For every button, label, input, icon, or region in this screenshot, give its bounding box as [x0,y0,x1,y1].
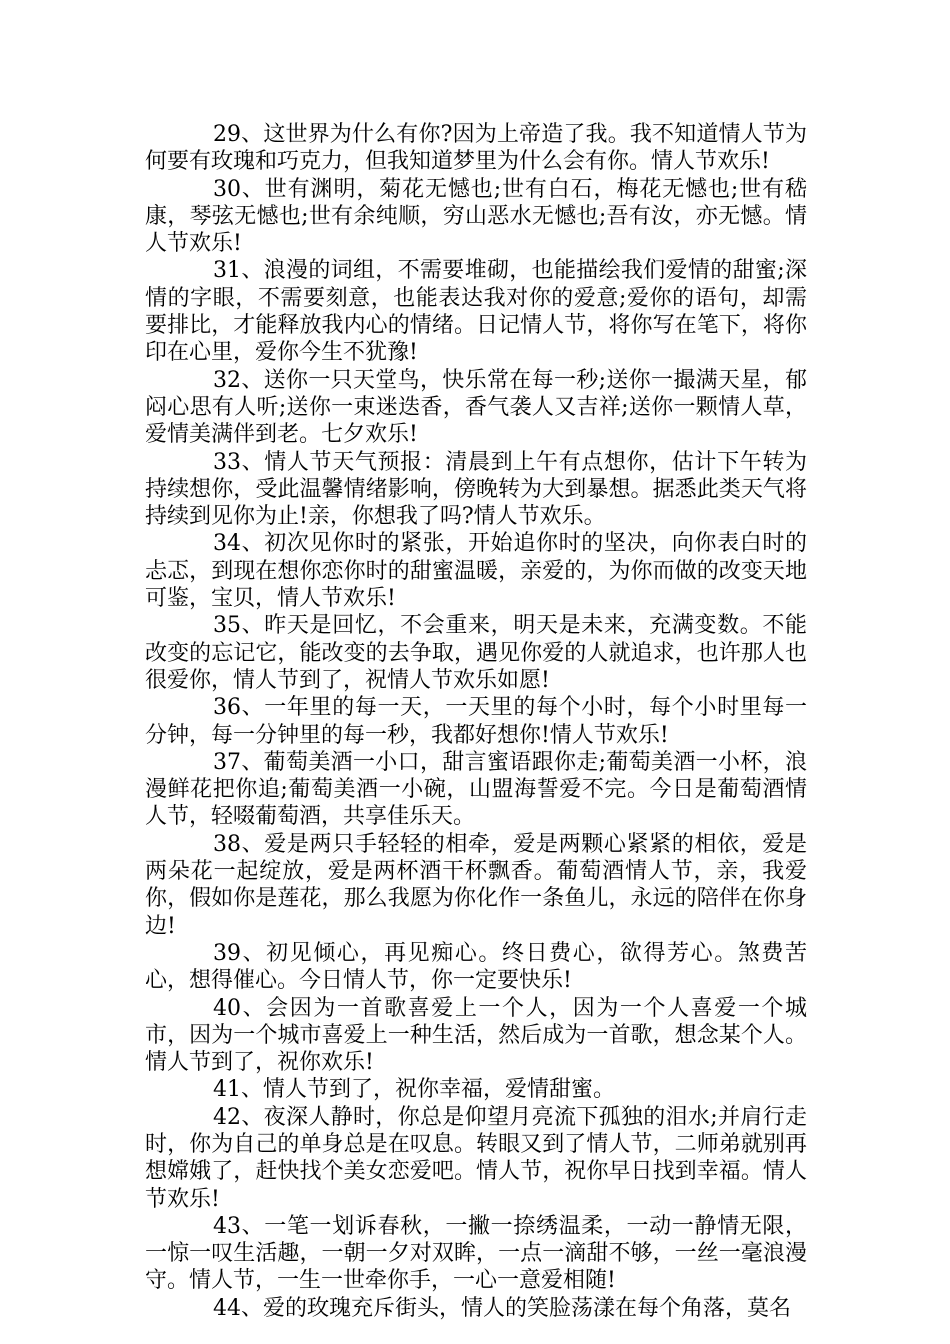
document-body [145,121,807,1322]
paragraph-30: 30、世有渊明，菊花无憾也;世有白石，梅花无憾也;世有嵇康，琴弦无憾也;世有余纯顺，穷山恶水无憾也;吾有汝，亦无憾。情人节欢乐! [145,176,807,257]
paragraph-32: 32、送你一只天堂鸟，快乐常在每一秒;送你一撮满天星，郁闷心思有人听;送你一束迷迭香，香气袭人又吉祥;送你一颗情人草，爱情美满伴到老。七夕欢乐! [145,367,807,448]
paragraph-36: 36、一年里的每一天，一天里的每个小时，每个小时里每一分钟，每一分钟里的每一秒，我都好想你!情人节欢乐! [145,695,807,748]
paragraph-42: 42、夜深人静时，你总是仰望月亮流下孤独的泪水;并肩行走时，你为自己的单身总是在叹息。转眼又到了情人节，二师弟就别再想嫦娥了，赶快找个美女恋爱吧。情人节，祝你早日找到幸福。情人节欢乐! [145,1104,807,1212]
paragraph-29: 29、这世界为什么有你?因为上帝造了我。我不知道情人节为何要有玫瑰和巧克力，但我知道梦里为什么会有你。情人节欢乐! [145,122,807,175]
paragraph-41: 41、情人节到了，祝你幸福，爱情甜蜜。 [213,1077,615,1103]
paragraph-31: 31、浪漫的词组，不需要堆砌，也能描绘我们爱情的甜蜜;深情的字眼，不需要刻意，也能表达我对你的爱意;爱你的语句，却需要排比，才能释放我内心的情绪。日记情人节，将你写在笔下，将你印在心里，爱你今生不犹豫! [145,258,807,366]
paragraph-43: 43、一笔一划诉春秋，一撇一捺绣温柔，一动一静情无限，一惊一叹生活趣，一朝一夕对双眸，一点一滴甜不够，一丝一毫浪漫守。情人节，一生一世牵你手，一心一意爱相随! [145,1213,807,1294]
paragraph-44: 44、爱的玫瑰充斥街头，情人的笑脸荡漾在每个角落，莫名 [213,1295,791,1321]
paragraph-39: 39、初见倾心，再见痴心。终日费心，欲得芳心。煞费苦心，想得催心。今日情人节，你一定要快乐! [145,940,807,994]
paragraph-40: 40、会因为一首歌喜爱上一个人，因为一个人喜爱一个城市，因为一个城市喜爱上一种生活，然后成为一首歌，想念某个人。情人节到了，祝你欢乐! [145,995,807,1076]
paragraph-33: 33、情人节天气预报：清晨到上午有点想你，估计下午转为持续想你，受此温馨情绪影响，傍晚转为大到暴想。据悉此类天气将持续到见你为止!亲，你想我了吗?情人节欢乐。 [145,449,807,530]
paragraph-37: 37、葡萄美酒一小口，甜言蜜语跟你走;葡萄美酒一小杯，浪漫鲜花把你追;葡萄美酒一小碗，山盟海誓爱不完。今日是葡萄酒情人节，轻啜葡萄酒，共享佳乐天。 [145,749,807,830]
paragraph-35: 35、昨天是回忆，不会重来，明天是未来，充满变数。不能改变的忘记它，能改变的去争取，遇见你爱的人就追求，也许那人也很爱你，情人节到了，祝情人节欢乐如愿! [145,613,807,693]
paragraph-38: 38、爱是两只手轻轻的相牵，爱是两颗心紧紧的相依，爱是两朵花一起绽放，爱是两杯酒干杯飘香。葡萄酒情人节，亲，我爱你，假如你是莲花，那么我愿为你化作一条鱼儿，永远的陪伴在你身边! [145,831,807,939]
paragraph-34: 34、初次见你时的紧张，开始追你时的坚决，向你表白时的忐忑，到现在想你恋你时的甜蜜温暖，亲爱的，为你而做的改变天地可鉴，宝贝，情人节欢乐! [145,531,807,612]
